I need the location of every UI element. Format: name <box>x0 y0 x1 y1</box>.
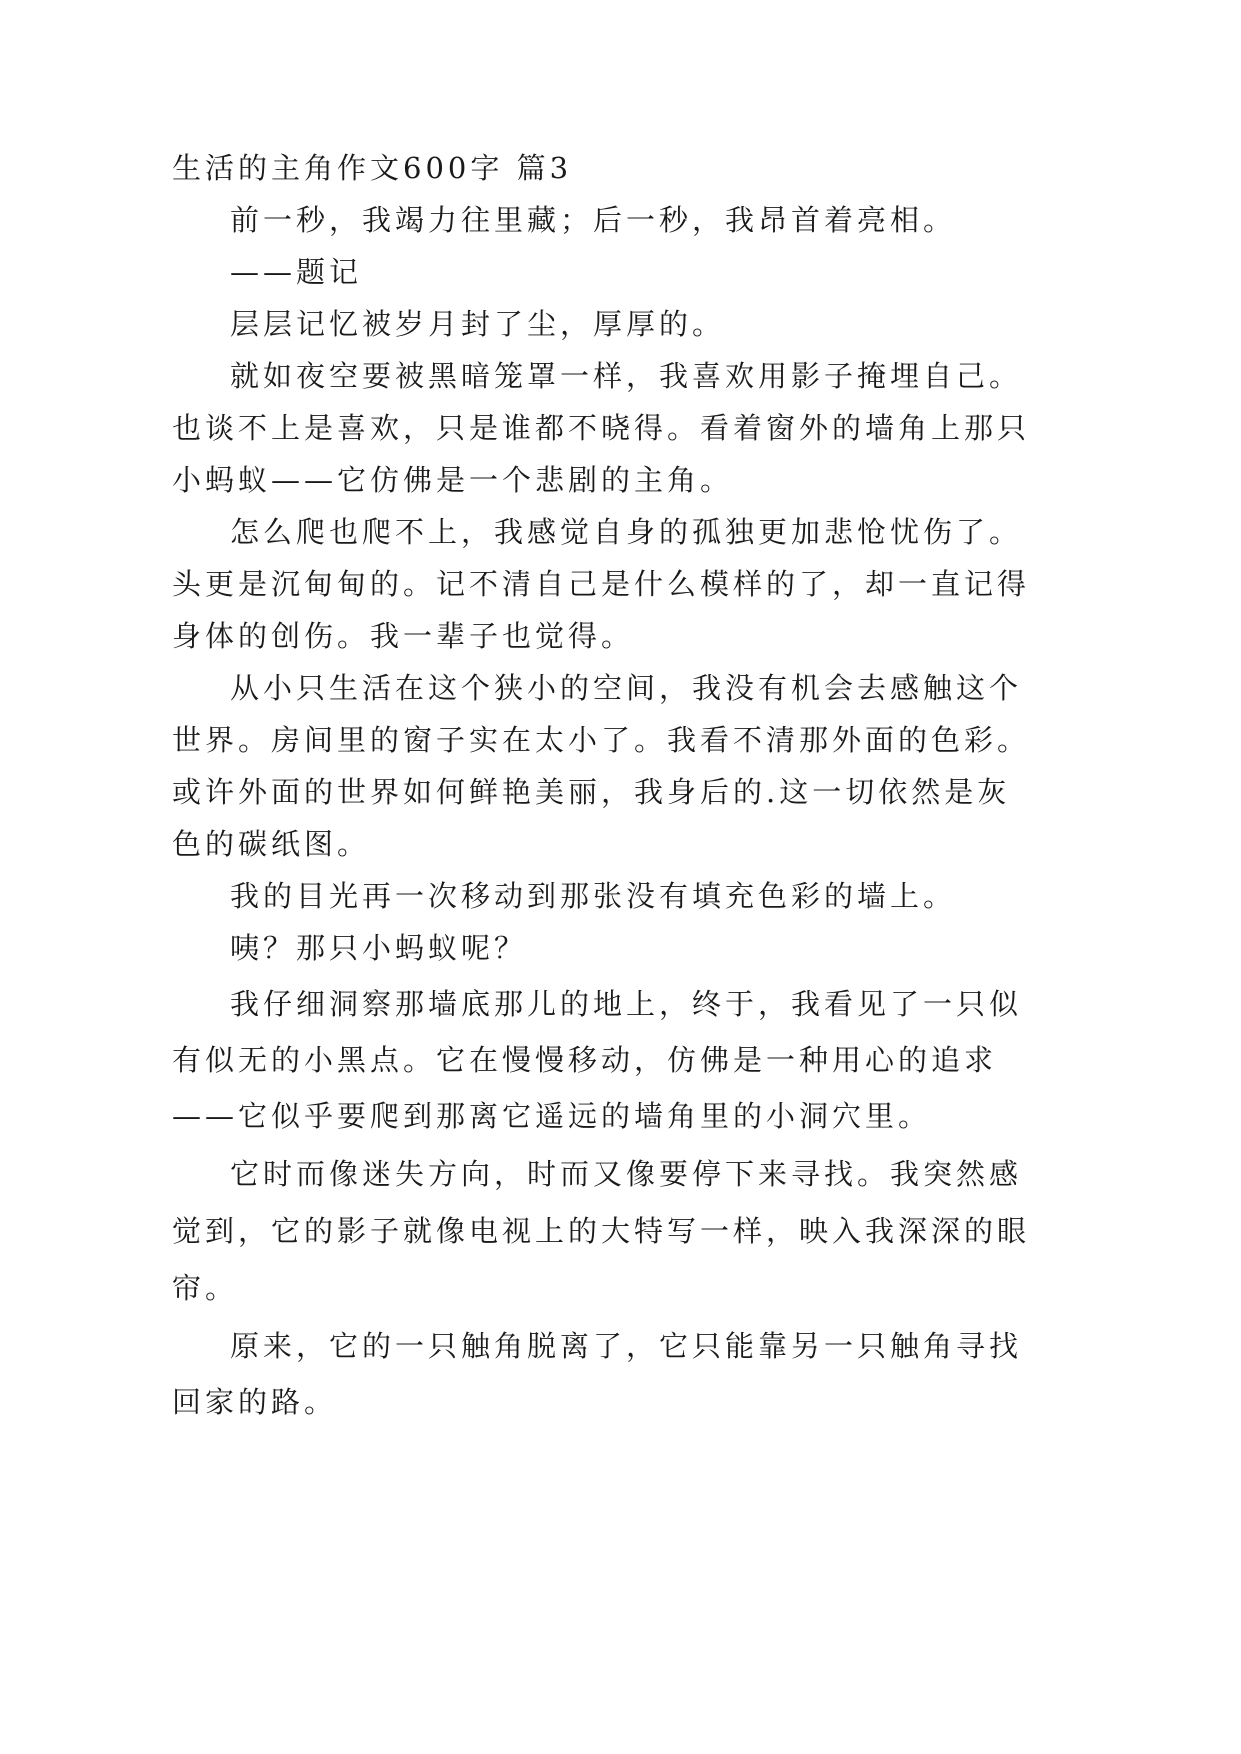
paragraph-line: 帘。 <box>172 1271 239 1305</box>
paragraph-line: 回家的路。 <box>172 1385 338 1419</box>
paragraph-line: 身体的创伤。我一辈子也觉得。 <box>172 619 635 653</box>
paragraph-line: 小蚂蚁——它仿佛是一个悲剧的主角。 <box>172 463 734 497</box>
paragraph-line: 层层记忆被岁月封了尘，厚厚的。 <box>230 307 726 341</box>
paragraph-line: 世界。房间里的窗子实在太小了。我看不清那外面的色彩。 <box>172 723 1031 757</box>
paragraph-line: 我的目光再一次移动到那张没有填充色彩的墙上。 <box>230 879 957 913</box>
paragraph-line: ——它似乎要爬到那离它遥远的墙角里的小洞穴里。 <box>172 1099 932 1133</box>
paragraph-line: 就如夜空要被黑暗笼罩一样，我喜欢用影子掩埋自己。 <box>230 359 1023 393</box>
paragraph-line: 也谈不上是喜欢，只是谁都不晓得。看着窗外的墙角上那只 <box>172 411 1031 445</box>
paragraph-line: 觉到，它的影子就像电视上的大特写一样，映入我深深的眼 <box>172 1214 1031 1248</box>
paragraph-line: 头更是沉甸甸的。记不清自己是什么模样的了，却一直记得 <box>172 567 1031 601</box>
paragraph-line: 前一秒，我竭力往里藏；后一秒，我昂首着亮相。 <box>230 203 957 237</box>
document-title: 生活的主角作文600字 篇3 <box>172 151 573 185</box>
paragraph-line: 有似无的小黑点。它在慢慢移动，仿佛是一种用心的追求 <box>172 1043 998 1077</box>
paragraph-line: ——题记 <box>230 255 363 289</box>
paragraph-line: 怎么爬也爬不上，我感觉自身的孤独更加悲怆忧伤了。 <box>230 515 1023 549</box>
paragraph-line: 咦？那只小蚂蚁呢？ <box>230 931 528 965</box>
paragraph-line: 我仔细洞察那墙底那儿的地上，终于，我看见了一只似 <box>230 987 1023 1021</box>
paragraph-line: 原来，它的一只触角脱离了，它只能靠另一只触角寻找 <box>230 1329 1023 1363</box>
paragraph-line: 从小只生活在这个狭小的空间，我没有机会去感触这个 <box>230 671 1023 705</box>
paragraph-line: 或许外面的世界如何鲜艳美丽，我身后的.这一切依然是灰 <box>172 775 1011 809</box>
paragraph-line: 它时而像迷失方向，时而又像要停下来寻找。我突然感 <box>230 1157 1023 1191</box>
paragraph-line: 色的碳纸图。 <box>172 827 371 861</box>
